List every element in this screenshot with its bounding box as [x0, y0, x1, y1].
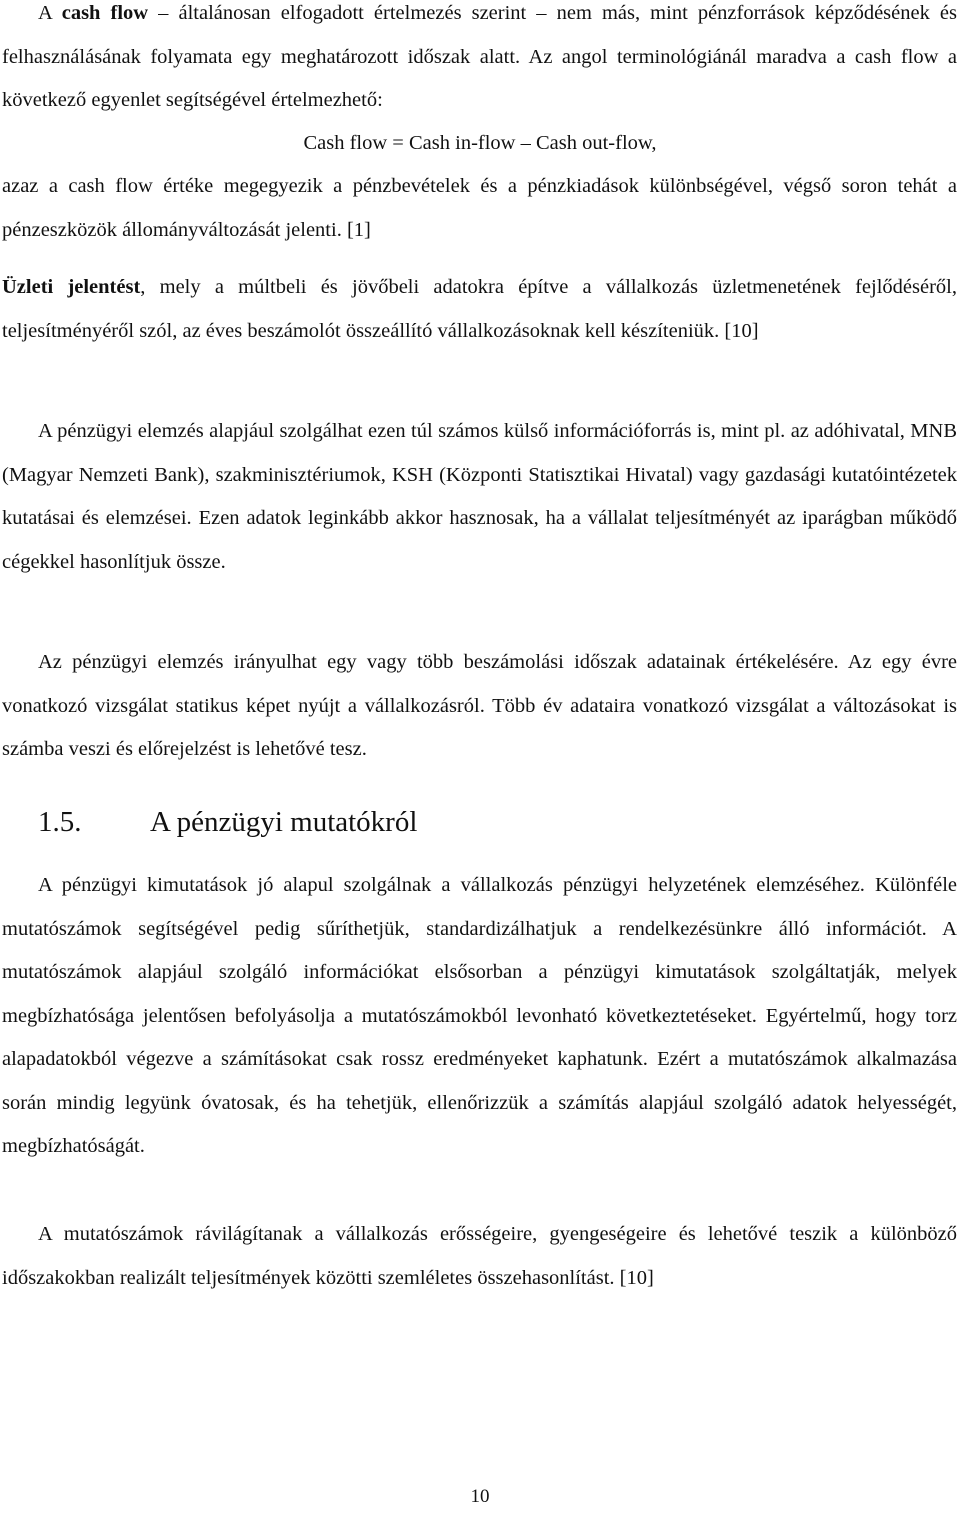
paragraph-analysis-periods: Az pénzügyi elemzés irányulhat egy vagy több beszámolási időszak adatainak értékelésére. Az egy évre vonatkozó vizsgálat statikus képet nyújt a vállalkozásról. Több év adataira vonatkozó vizsgálat a változásokat is számba veszi és előrejelzést is lehetővé tesz.: [2, 651, 957, 760]
paragraph-cash-flow-meaning: azaz a cash flow értéke megegyezik a pénzbevételek és a pénzkiadások különbségével, végső soron tehát a pénzeszközök állományváltozását jelenti. [1]: [2, 175, 957, 241]
section-title: A pénzügyi mutatókról: [150, 806, 418, 838]
section-heading: [38, 800, 417, 844]
section-number: 1.5.: [38, 806, 82, 838]
cash-flow-formula: Cash flow = Cash in-flow – Cash out-flow,: [303, 132, 657, 154]
page-number: 10: [470, 1486, 490, 1507]
paragraph-text: , mely a múltbeli és jövőbeli adatokra építve a vállalkozás üzletmenetének fejlődéséről, teljesítményéről szól, az éves beszámolót összeállító vállalkozásoknak kell készíteniük. [10]: [2, 276, 957, 342]
paragraph-text: – általánosan elfogadott értelmezés szerint – nem más, mint pénzforrások képződésének és felhasználásának folyamata egy meghatározott időszak alatt. Az angol terminológiánál maradva a cash flow a következő egyenlet segítségével értelmezhető:: [2, 2, 957, 111]
term-business-report: Üzleti jelentést: [2, 276, 141, 298]
paragraph-prefix: A: [38, 2, 62, 24]
paragraph-external-sources: A pénzügyi elemzés alapjául szolgálhat ezen túl számos külső információforrás is, mint pl. az adóhivatal, MNB (Magyar Nemzeti Bank), szakminisztériumok, KSH (Központi Statisztikai Hivatal) vagy gazdasági kutatóintézetek kutatásai és elemzései. Ezen adatok leginkább akkor hasznosak, ha a vállalat teljesítményét az iparágban működő cégekkel hasonlítjuk össze.: [2, 420, 957, 573]
paragraph-financial-ratios: A pénzügyi kimutatások jó alapul szolgálnak a vállalkozás pénzügyi helyzetének elemzéséhez. Különféle mutatószámok segítségével pedig sűríthetjük, standardizálhatjuk a rendelkezésünkre álló információt. A mutatószámok alapjául szolgáló információkat elsősorban a pénzügyi kimutatások szolgáltatják, melyek megbízhatósága jelentősen befolyásolja a mutatószámokból levonható következtetéseket. Egyértelmű, hogy torz alapadatokból végezve a számításokat csak rossz eredményeket kaphatunk. Ezért a mutatószámok alkalmazása során mindig legyünk óvatosak, és ha tehetjük, ellenőrizzük a számítás alapjául szolgáló adatok helyességét, megbízhatóságát.: [2, 874, 957, 1157]
term-cash-flow: cash flow: [61, 2, 149, 24]
paragraph-business-report: [2, 266, 957, 353]
paragraph-ratio-strengths: A mutatószámok rávilágítanak a vállalkozás erősségeire, gyengeségeire és lehetővé teszik a különböző időszakokban realizált teljesítmények közötti szemléletes összehasonlítást. [10]: [2, 1223, 957, 1289]
paragraph-cash-flow-intro: [2, 0, 957, 123]
